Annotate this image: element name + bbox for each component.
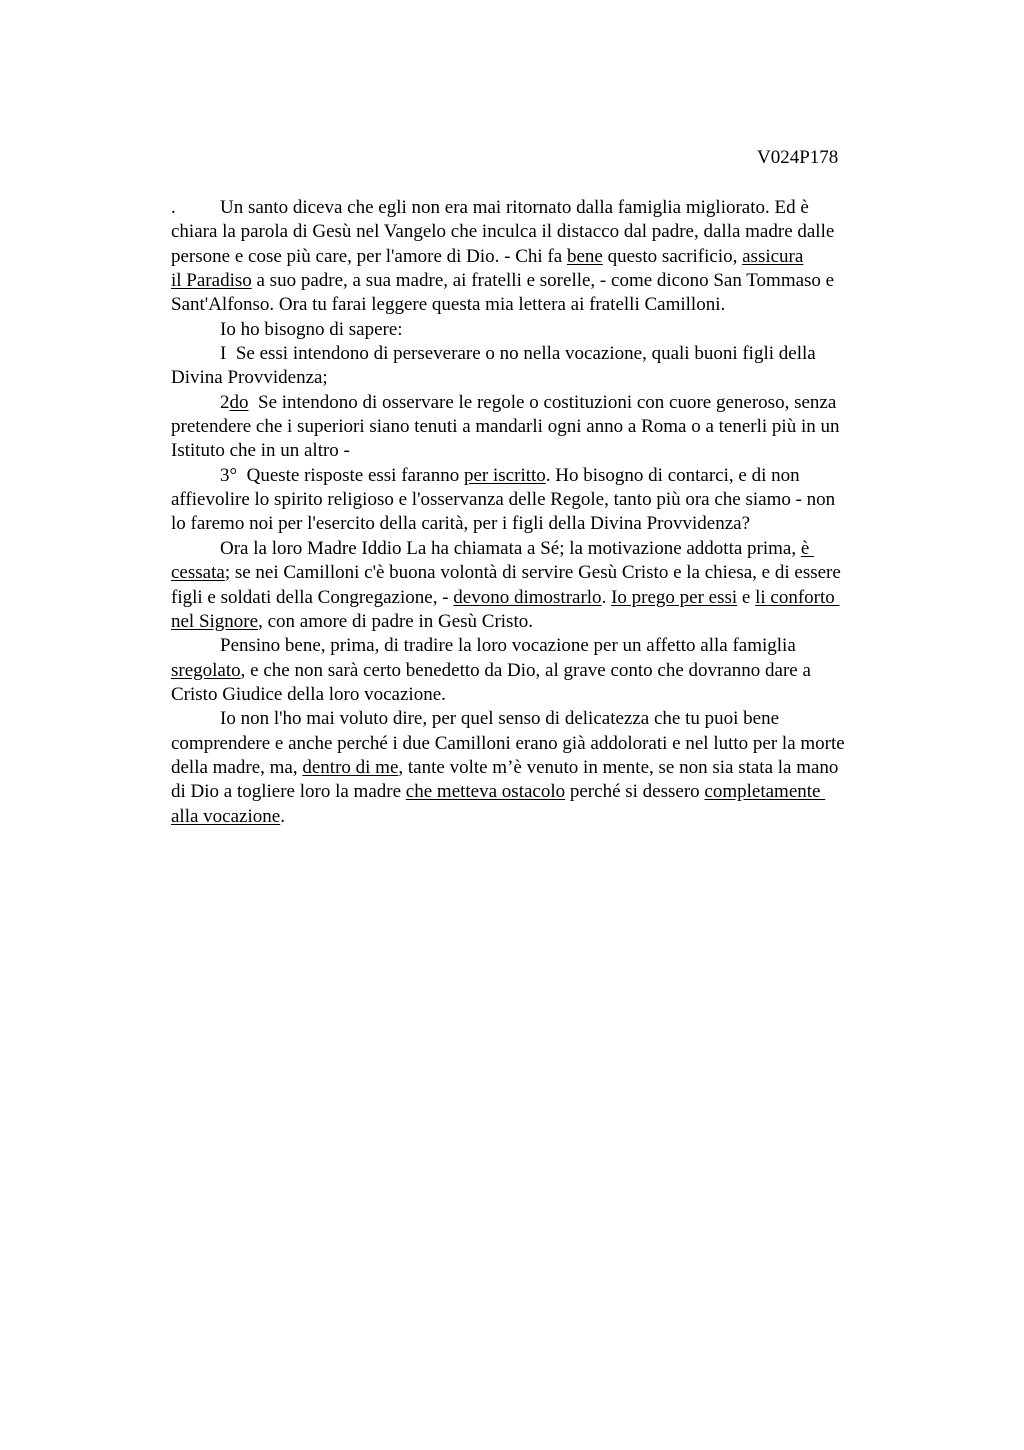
text-segment: di Dio a togliere loro la madre xyxy=(171,781,406,803)
text-segment: questo sacrificio, xyxy=(602,245,743,267)
text-line xyxy=(171,342,911,366)
text-segment: chiara la parola di Gesù nel Vangelo che inculca il distacco dal padre, dalla madre dalle xyxy=(171,221,835,243)
text-segment: I Se essi intendono di perseverare o no nella vocazione, quali buoni figli della xyxy=(220,343,816,365)
text-line xyxy=(171,561,911,585)
text-segment: . Ho bisogno di contarci, e di non xyxy=(545,464,800,486)
text-line xyxy=(171,439,911,463)
text-line xyxy=(171,634,911,658)
text-line xyxy=(171,537,911,561)
text-segment: Istituto che in un altro - xyxy=(171,440,350,462)
underlined-text: è xyxy=(800,537,815,559)
underlined-text: nel Signore xyxy=(171,610,259,632)
text-segment: e xyxy=(737,586,756,608)
underlined-text: sregolato xyxy=(171,659,241,681)
text-line xyxy=(171,512,911,536)
text-segment: perché si dessero xyxy=(565,781,705,803)
underlined-text: bene xyxy=(566,245,603,267)
text-segment: della madre, ma, xyxy=(171,756,303,778)
text-line xyxy=(171,756,911,780)
text-line xyxy=(171,488,911,512)
text-segment: figli e soldati della Congregazione, - xyxy=(171,586,454,608)
underlined-text: li conforto xyxy=(755,586,840,608)
text-line xyxy=(171,683,911,707)
underlined-text: il Paradiso xyxy=(171,270,252,292)
text-segment: Cristo Giudice della loro vocazione. xyxy=(171,683,446,705)
text-line xyxy=(171,220,911,244)
text-segment: Io non l'ho mai voluto dire, per quel senso di delicatezza che tu puoi bene xyxy=(220,708,779,730)
text-segment: 2 xyxy=(220,391,230,413)
text-line xyxy=(171,318,911,342)
text-segment: Un santo diceva che egli non era mai ritornato dalla famiglia migliorato. Ed è xyxy=(220,197,809,218)
page-reference-code: V024P178 xyxy=(757,147,839,168)
leading-dot: . xyxy=(171,197,176,218)
letter-body xyxy=(171,196,911,829)
text-line xyxy=(171,659,911,683)
text-line xyxy=(171,366,911,390)
text-segment: Divina Provvidenza; xyxy=(171,367,328,389)
text-segment: affievolire lo spirito religioso e l'osservanza delle Regole, tanto più ora che siamo - non xyxy=(171,489,836,511)
text-segment: a suo padre, a sua madre, ai fratelli e sorelle, - come dicono San Tommaso e xyxy=(251,270,835,292)
text-line xyxy=(171,391,911,415)
underlined-text: do xyxy=(229,391,249,413)
text-line xyxy=(171,707,911,731)
text-line xyxy=(171,732,911,756)
text-line xyxy=(171,415,911,439)
text-segment: persone e cose più care, per l'amore di Dio. - Chi fa xyxy=(171,245,567,267)
underlined-text: assicura xyxy=(742,245,804,267)
text-segment: , e che non sarà certo benedetto da Dio, al grave conto che dovranno dare a xyxy=(240,659,811,681)
text-line xyxy=(171,610,911,634)
text-segment: . xyxy=(601,586,612,608)
text-line xyxy=(171,196,911,220)
underlined-text: devono dimostrarlo xyxy=(453,586,602,608)
text-line xyxy=(171,464,911,488)
text-segment: pretendere che i superiori siano tenuti a mandarli ogni anno a Roma o a tenerli più in un xyxy=(171,416,840,438)
text-segment: lo faremo noi per l'esercito della carità, per i figli della Divina Provvidenza? xyxy=(171,513,750,535)
underlined-text: dentro di me xyxy=(302,756,399,778)
text-segment: Sant'Alfonso. Ora tu farai leggere questa mia lettera ai fratelli Camilloni. xyxy=(171,294,726,316)
text-segment: Io ho bisogno di sapere: xyxy=(220,318,403,340)
text-line xyxy=(171,245,911,269)
underlined-text: che metteva ostacolo xyxy=(405,781,566,803)
underlined-text: per iscritto xyxy=(464,464,546,486)
text-line xyxy=(171,780,911,804)
text-segment: 3° Queste risposte essi faranno xyxy=(220,464,464,486)
text-segment: comprendere e anche perché i due Camilloni erano già addolorati e nel lutto per la morte xyxy=(171,732,845,754)
underlined-text: completamente xyxy=(704,781,826,803)
text-line xyxy=(171,293,911,317)
text-segment: Ora la loro Madre Iddio La ha chiamata a Sé; la motivazione addotta prima, xyxy=(220,537,801,559)
underlined-text: alla vocazione xyxy=(171,805,281,827)
text-segment: Se intendono di osservare le regole o costituzioni con cuore generoso, senza xyxy=(248,391,837,413)
text-segment: . xyxy=(280,805,285,827)
text-segment: ; se nei Camilloni c'è buona volontà di servire Gesù Cristo e la chiesa, e di essere xyxy=(224,562,841,584)
text-line xyxy=(171,269,911,293)
text-segment: , tante volte m’è venuto in mente, se non sia stata la mano xyxy=(398,756,839,778)
text-line xyxy=(171,805,911,829)
text-line xyxy=(171,586,911,610)
underlined-text: cessata xyxy=(171,562,225,584)
text-segment: , con amore di padre in Gesù Cristo. xyxy=(258,610,533,632)
text-segment: Pensino bene, prima, di tradire la loro vocazione per un affetto alla famiglia xyxy=(220,635,796,657)
underlined-text: Io prego per essi xyxy=(611,586,738,608)
